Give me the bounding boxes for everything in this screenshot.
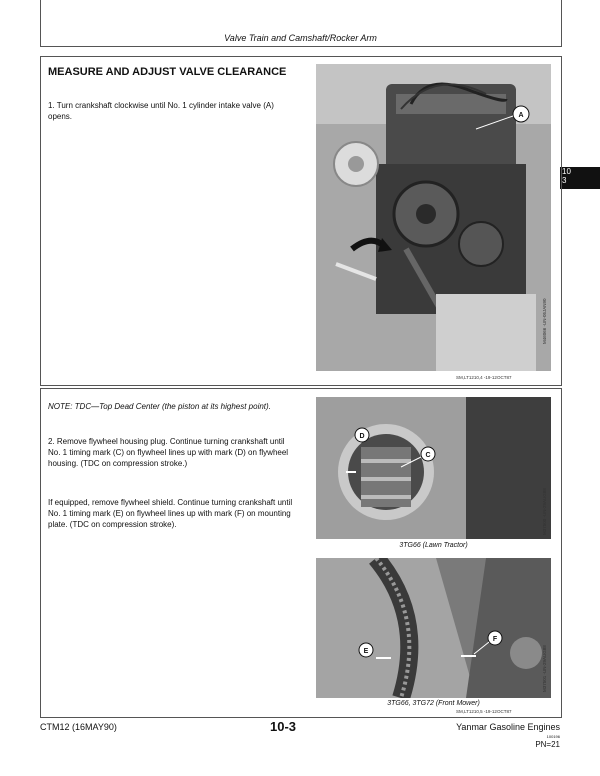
flywheel-housing-photo xyxy=(316,397,551,539)
section2-reference: SM,LT1210,5 -19-12OCT87 xyxy=(456,709,512,714)
footer-pn: PN=21 xyxy=(535,740,560,749)
flywheel-gear-illustration xyxy=(316,558,551,698)
callout-c: C xyxy=(425,452,431,459)
note-text: NOTE: TDC—Top Dead Center (the piston at its highest point). xyxy=(48,402,271,411)
section-tab xyxy=(560,167,600,189)
footer-code: 100196 xyxy=(546,734,560,739)
page-number: 10-3 xyxy=(270,719,297,734)
callout-f: F xyxy=(492,636,498,643)
step-1-text: 1. Turn crankshaft clockwise until No. 1 cylinder intake valve (A) opens. xyxy=(48,101,274,121)
flywheel-shield-photo xyxy=(316,558,551,698)
tab-subnumber: 3 xyxy=(562,176,567,185)
caption-lawn-tractor: 3TG66 (Lawn Tractor) xyxy=(399,542,468,549)
flywheel-housing-illustration xyxy=(316,397,551,539)
page-header-title: Valve Train and Camshaft/Rocker Arm xyxy=(224,33,377,43)
callout-a: A xyxy=(518,112,524,119)
caption-front-mower: 3TG66, 3TG72 (Front Mower) xyxy=(387,700,480,707)
footer-manual-id: CTM12 (16MAY90) xyxy=(40,722,117,732)
footer-manual-title: Yanmar Gasoline Engines xyxy=(456,722,560,732)
photo-code-engine: M46066 -UN-05JAN90 xyxy=(542,298,547,344)
step-3-text: If equipped, remove flywheel shield. Continue turning crankshaft until No. 1 timing mark (E) on flywheel lines up with mark (F) on mounting plate. (TDC on compression stroke). xyxy=(48,498,293,529)
photo-code-housing: M37500 -UN-29AUG88 xyxy=(542,488,547,535)
callout-e: E xyxy=(363,648,369,655)
engine-illustration xyxy=(316,64,551,371)
section1-reference: SM,LT1210,4 -19-12OCT87 xyxy=(456,375,512,380)
section-heading: MEASURE AND ADJUST VALVE CLEARANCE xyxy=(48,66,287,78)
tab-number: 10 xyxy=(562,167,571,176)
photo-code-gear: M37501 -UN-29AUG88 xyxy=(542,645,547,692)
step-2-text: 2. Remove flywheel housing plug. Continue turning crankshaft until No. 1 timing mark (C) on flywheel lines up with mark (D) on flywheel housing. (TDC on compression stroke.) xyxy=(48,437,289,468)
engine-photo xyxy=(316,64,551,371)
callout-d: D xyxy=(359,433,365,440)
